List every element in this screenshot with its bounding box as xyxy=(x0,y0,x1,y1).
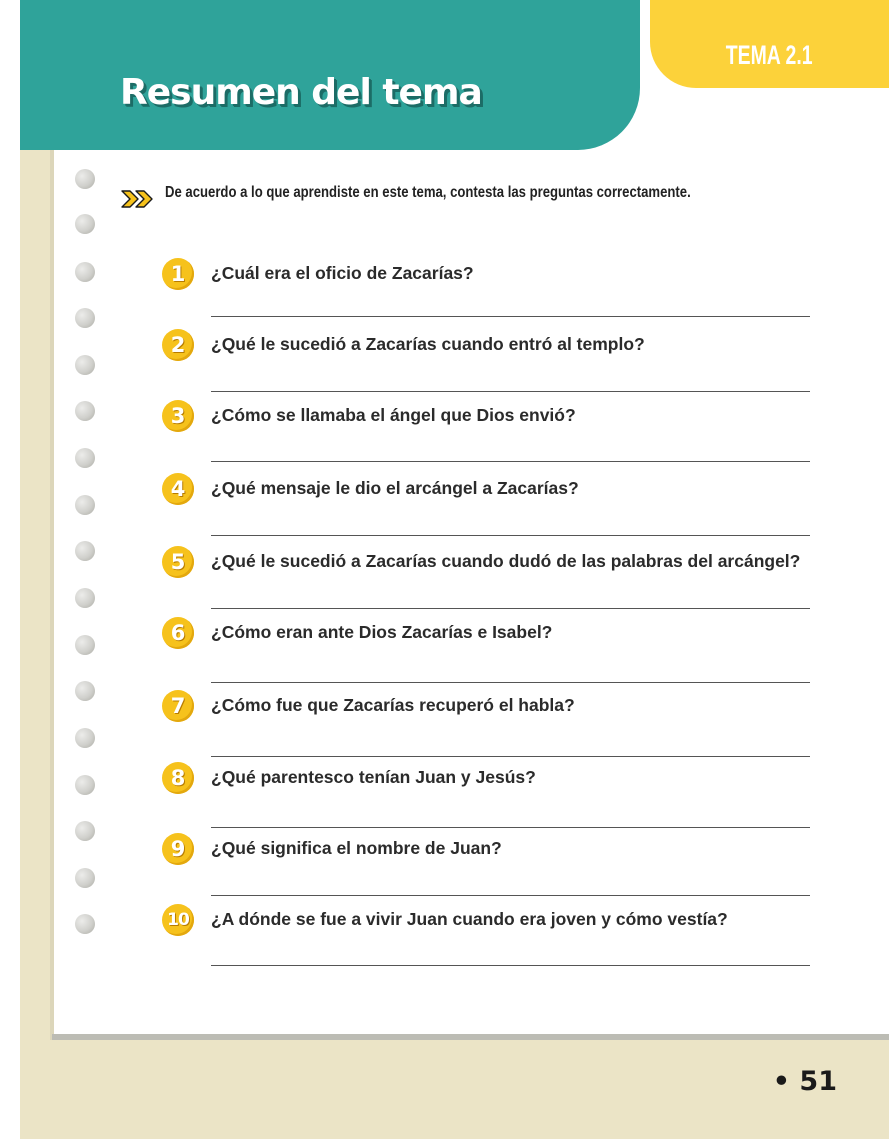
question-item xyxy=(0,400,889,470)
question-text: ¿Qué le sucedió a Zacarías cuando entró al templo? xyxy=(211,334,645,354)
question-number-badge: 7 xyxy=(162,690,194,722)
question-item xyxy=(0,329,889,399)
tema-tab xyxy=(650,0,889,88)
instruction-text: De acuerdo a lo que aprendiste en este tema, contesta las preguntas correctamente. xyxy=(165,184,691,201)
question-item xyxy=(0,833,889,903)
answer-line[interactable] xyxy=(211,827,810,828)
question-number-badge: 9 xyxy=(162,833,194,865)
question-item xyxy=(0,690,889,760)
double-chevron-right-icon xyxy=(120,188,158,210)
answer-line[interactable] xyxy=(211,391,810,392)
question-item xyxy=(0,904,889,974)
question-item xyxy=(0,617,889,687)
question-number-badge: 1 xyxy=(162,258,194,290)
question-item xyxy=(0,546,889,616)
question-number-badge: 8 xyxy=(162,762,194,794)
question-item xyxy=(0,258,889,328)
ring-hole xyxy=(75,214,95,234)
question-text: ¿Cómo se llamaba el ángel que Dios envió? xyxy=(211,405,576,425)
tema-label: TEMA 2.1 xyxy=(726,40,813,70)
answer-line[interactable] xyxy=(211,535,810,536)
question-item xyxy=(0,473,889,543)
ring-hole xyxy=(75,169,95,189)
page-number: • 51 xyxy=(772,1066,837,1097)
question-text: ¿Cuál era el oficio de Zacarías? xyxy=(211,263,474,283)
question-text: ¿Cómo eran ante Dios Zacarías e Isabel? xyxy=(211,622,553,642)
question-number-badge: 4 xyxy=(162,473,194,505)
page-edge-bottom xyxy=(20,1040,889,1139)
answer-line[interactable] xyxy=(211,895,810,896)
question-text: ¿Qué significa el nombre de Juan? xyxy=(211,838,502,858)
question-text: ¿Qué le sucedió a Zacarías cuando dudó de las palabras del arcángel? xyxy=(211,551,801,571)
question-item xyxy=(0,762,889,832)
answer-line[interactable] xyxy=(211,682,810,683)
answer-line[interactable] xyxy=(211,608,810,609)
answer-line[interactable] xyxy=(211,316,810,317)
answer-line[interactable] xyxy=(211,756,810,757)
question-text: ¿Cómo fue que Zacarías recuperó el habla? xyxy=(211,695,575,715)
question-text: ¿Qué mensaje le dio el arcángel a Zacarías? xyxy=(211,478,579,498)
answer-line[interactable] xyxy=(211,965,810,966)
question-number-badge: 6 xyxy=(162,617,194,649)
page-title: Resumen del tema xyxy=(120,72,482,113)
question-number-badge: 3 xyxy=(162,400,194,432)
question-text: ¿A dónde se fue a vivir Juan cuando era joven y cómo vestía? xyxy=(211,909,728,929)
question-text: ¿Qué parentesco tenían Juan y Jesús? xyxy=(211,767,536,787)
question-number-badge: 2 xyxy=(162,329,194,361)
question-number-badge: 5 xyxy=(162,546,194,578)
answer-line[interactable] xyxy=(211,461,810,462)
question-number-badge: 10 xyxy=(162,904,194,936)
